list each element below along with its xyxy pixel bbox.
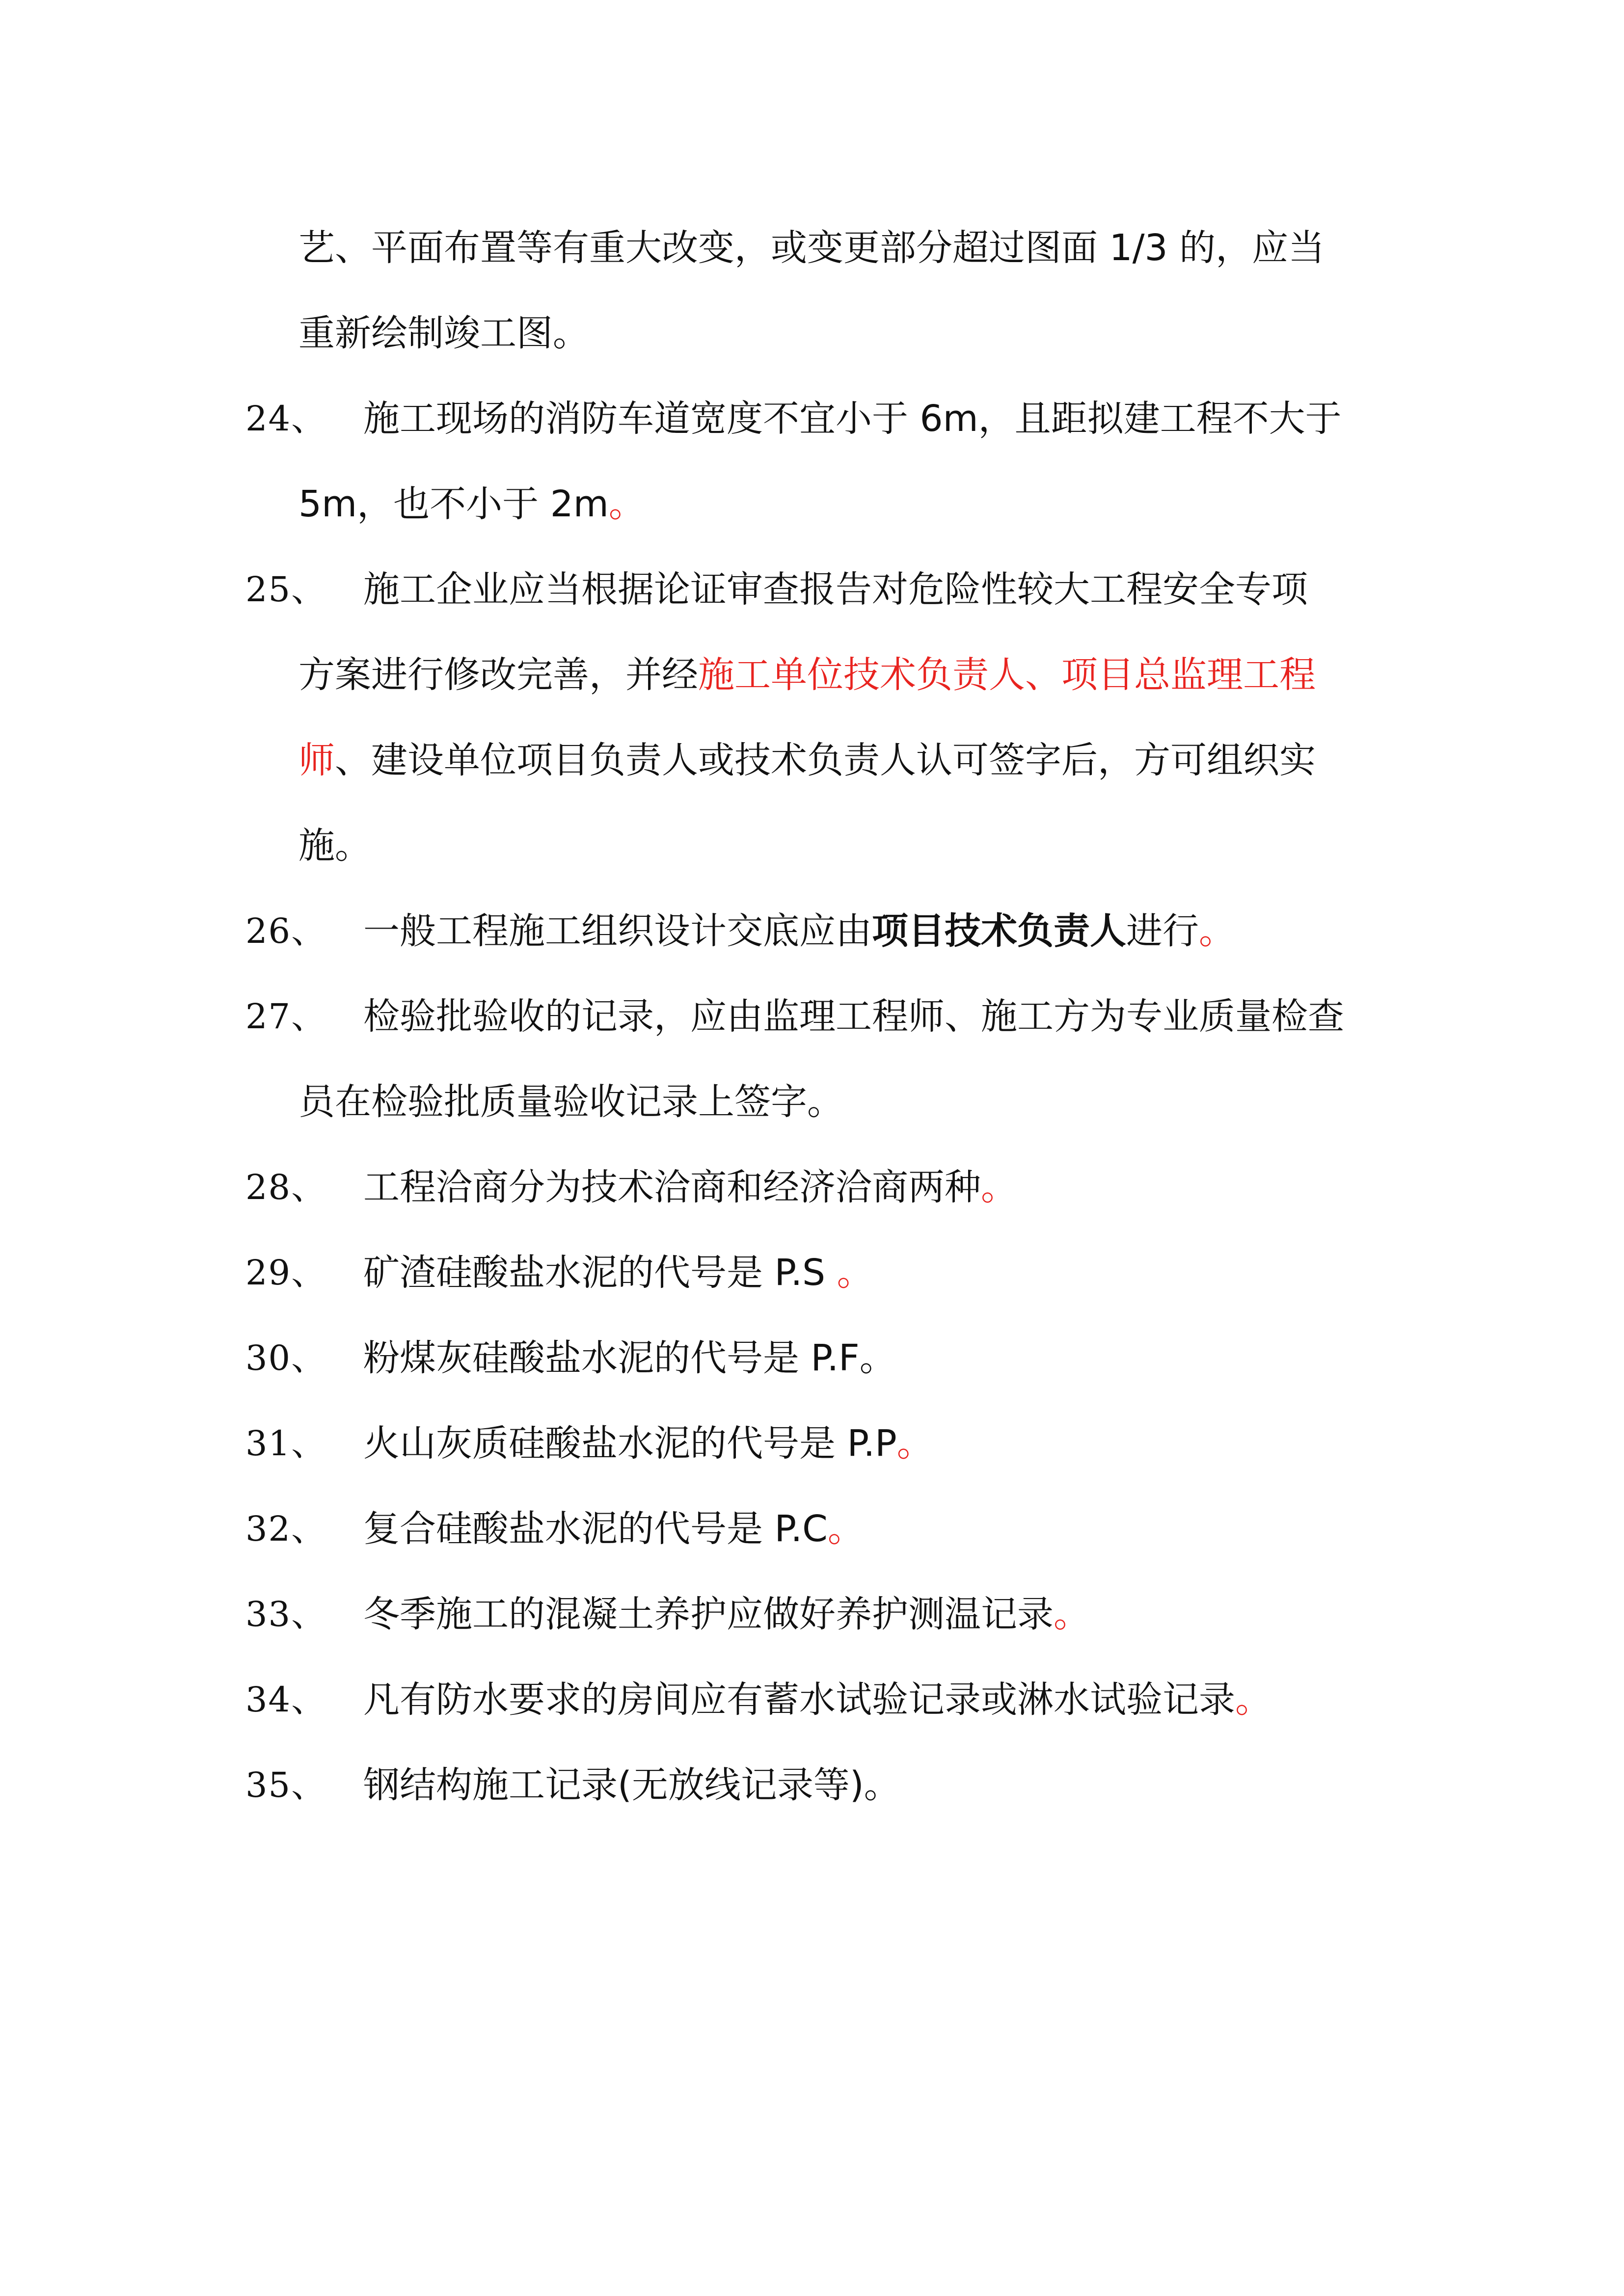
item-text — [298, 1077, 843, 1126]
item-number: 29、 — [245, 1253, 327, 1293]
text-segment: 凡有防水要求的房间应有蓄水试验记录或淋水试验记录 — [363, 1679, 1235, 1721]
item-number: 24、 — [245, 399, 327, 439]
item-number: 32、 — [245, 1509, 327, 1549]
text-segment: 重新绘制竣工图。 — [298, 312, 589, 354]
item-text — [363, 1590, 1090, 1639]
text-segment: 钢结构施工记录(无放线记录等)。 — [363, 1764, 900, 1806]
item-number: 34、 — [245, 1680, 327, 1720]
text-segment: 复合硅酸盐水泥的代号是 P.C — [363, 1508, 828, 1550]
text-segment: 艺、平面布置等有重大改变，或变更部分超过图面 1/3 的，应当 — [298, 227, 1325, 269]
highlighted-text: 。 — [1199, 910, 1235, 952]
item-text — [363, 1675, 1272, 1724]
highlighted-text: 师 — [298, 739, 335, 781]
text-segment: 粉煤灰硅酸盐水泥的代号是 P.F。 — [363, 1337, 896, 1379]
text-segment: 一般工程施工组织设计交底应由 — [363, 910, 872, 952]
item-text — [298, 309, 589, 358]
highlighted-text: 。 — [837, 1252, 873, 1294]
item-number: 31、 — [245, 1423, 327, 1464]
item-number: 28、 — [245, 1167, 327, 1207]
item-number: 27、 — [245, 996, 327, 1037]
item-text — [363, 1163, 1017, 1212]
item-number: 26、 — [245, 911, 327, 951]
text-segment: 工程洽商分为技术洽商和经济洽商两种 — [363, 1166, 981, 1208]
item-number: 30、 — [245, 1338, 327, 1378]
highlighted-text: 。 — [981, 1166, 1017, 1208]
item-text — [363, 565, 1308, 614]
text-segment: 方案进行修改完善，并经 — [298, 654, 698, 696]
text-segment: 、建设单位项目负责人或技术负责人认可签字后，方可组织实 — [335, 739, 1316, 781]
item-text — [363, 1504, 864, 1553]
item-text — [298, 821, 371, 870]
text-segment: 员在检验批质量验收记录上签字。 — [298, 1081, 843, 1123]
item-text — [363, 907, 1235, 956]
item-text — [298, 223, 1325, 272]
text-segment: 施。 — [298, 825, 371, 867]
text-segment: 矿渣硅酸盐水泥的代号是 P.S — [363, 1252, 837, 1294]
highlighted-text: 。 — [896, 1422, 933, 1465]
text-segment: 施工现场的消防车道宽度不宜小于 6m，且距拟建工程不大于 — [363, 398, 1342, 440]
item-text — [363, 1419, 933, 1468]
item-text — [363, 1334, 896, 1383]
highlighted-text: 。 — [1054, 1593, 1090, 1635]
item-text — [298, 736, 1316, 785]
highlighted-text: 。 — [608, 483, 645, 525]
text-segment: 5m，也不小于 2m — [298, 483, 609, 525]
item-number: 25、 — [245, 569, 327, 610]
text-segment: 冬季施工的混凝土养护应做好养护测温记录 — [363, 1593, 1054, 1635]
bold-text: 项目技术负责人 — [872, 910, 1126, 952]
highlighted-text: 。 — [1235, 1679, 1272, 1721]
item-text — [298, 480, 645, 529]
item-number: 35、 — [245, 1765, 327, 1805]
text-segment: 检验批验收的记录，应由监理工程师、施工方为专业质量检查 — [363, 995, 1344, 1038]
item-text — [363, 1761, 900, 1810]
highlighted-text: 施工单位技术负责人、项目总监理工程 — [698, 654, 1316, 696]
item-text — [363, 992, 1344, 1041]
item-text — [363, 394, 1342, 443]
text-segment: 火山灰质硅酸盐水泥的代号是 P.P — [363, 1422, 897, 1465]
item-text — [298, 650, 1316, 699]
text-segment: 施工企业应当根据论证审查报告对危险性较大工程安全专项 — [363, 568, 1308, 611]
text-segment: 进行 — [1126, 910, 1199, 952]
highlighted-text: 。 — [827, 1508, 864, 1550]
item-text — [363, 1248, 873, 1297]
item-number: 33、 — [245, 1594, 327, 1634]
